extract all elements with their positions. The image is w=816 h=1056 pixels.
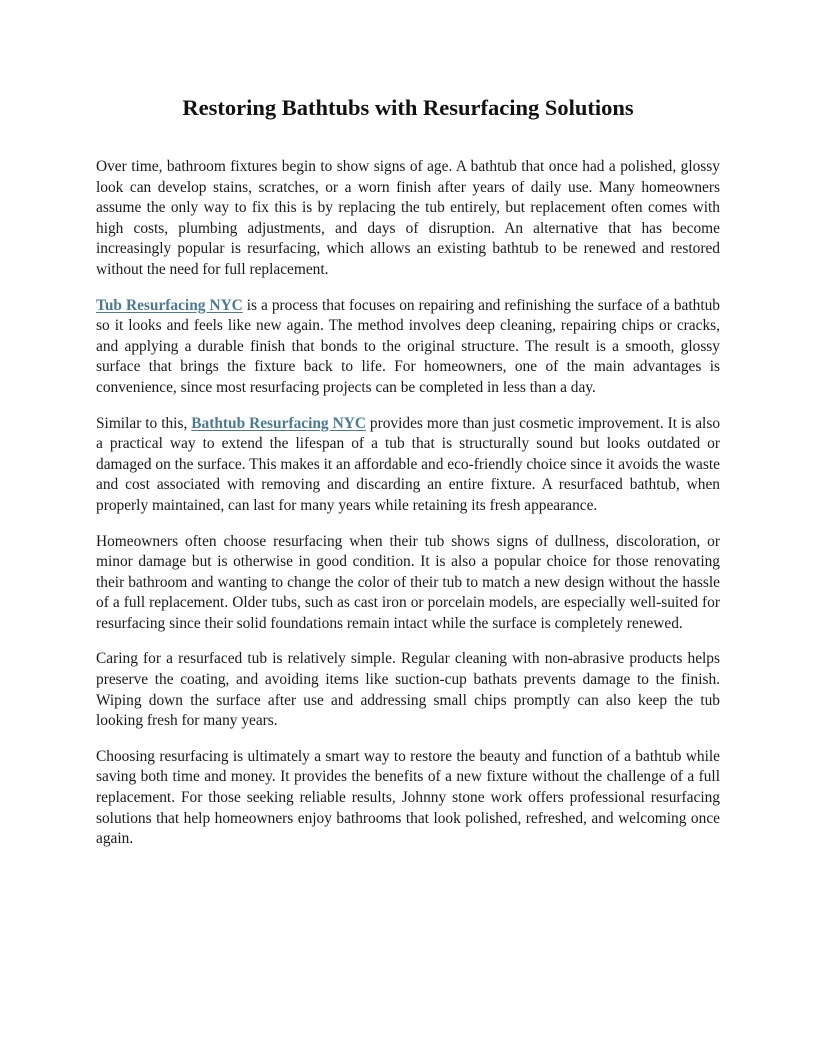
page-title: Restoring Bathtubs with Resurfacing Solutions [182,95,634,120]
paragraph-bathtub-resurfacing [96,414,720,517]
paragraph-tub-resurfacing [96,296,720,399]
document-page [96,94,720,865]
paragraph-conclusion: Choosing resurfacing is ultimately a smart way to restore the beauty and function of a bathtub while saving both time and money. It provides the benefits of a new fixture without the challenge of a full replacement. For those seeking reliable results, Johnny stone work offers professional resurfacing solutions that help homeowners enjoy bathrooms that look polished, refreshed, and welcoming once again. [96,747,720,848]
bathtub-resurfacing-nyc-link[interactable]: Bathtub Resurfacing NYC [191,414,366,432]
paragraph-intro: Over time, bathroom fixtures begin to show signs of age. A bathtub that once had a polished, glossy look can develop stains, scratches, or a worn finish after years of daily use. Many homeowners assume the only way to fix this is by replacing the tub entirely, but replacement often comes with high costs, plumbing adjustments, and days of disruption. An alternative that has become increasingly popular is resurfacing, which allows an existing bathtub to be renewed and restored without the need for full replacement. [96,158,720,278]
paragraph-when-to-resurface: Homeowners often choose resurfacing when their tub shows signs of dullness, discoloration, or minor damage but is otherwise in good condition. It is also a popular choice for those renovating their bathroom and wanting to change the color of their tub to match a new design without the hassle of a full replacement. Older tubs, such as cast iron or porcelain models, are especially well-suited for resurfacing since their solid foundations remain intact while the surface is completely renewed. [96,532,720,632]
tub-resurfacing-nyc-link[interactable]: Tub Resurfacing NYC [96,296,243,314]
paragraph-care: Caring for a resurfaced tub is relatively simple. Regular cleaning with non-abrasive products helps preserve the coating, and avoiding items like suction-cup bathats prevents damage to the finish. Wiping down the surface after use and addressing small chips promptly can also keep the tub looking fresh for many years. [96,650,720,730]
paragraph-bathtub-resurfacing-lead: Similar to this, [96,414,192,432]
paragraph-tub-resurfacing-text: is a process that focuses on repairing and refinishing the surface of a bathtub so it looks and feels like new again. The method involves deep cleaning, repairing chips or cracks, and applying a durable finish that bonds to the original structure. The result is a smooth, glossy surface that brings the fixture back to life. For homeowners, one of the main advantages is convenience, since most resurfacing projects can be completed in less than a day. [96,296,720,396]
paragraph-bathtub-resurfacing-text: provides more than just cosmetic improvement. It is also a practical way to extend the lifespan of a tub that is structurally sound but looks outdated or damaged on the surface. This makes it an affordable and eco-friendly choice since it avoids the waste and cost associated with removing and discarding an entire fixture. A resurfaced bathtub, when properly maintained, can last for many years while retaining its fresh appearance. [96,414,721,514]
